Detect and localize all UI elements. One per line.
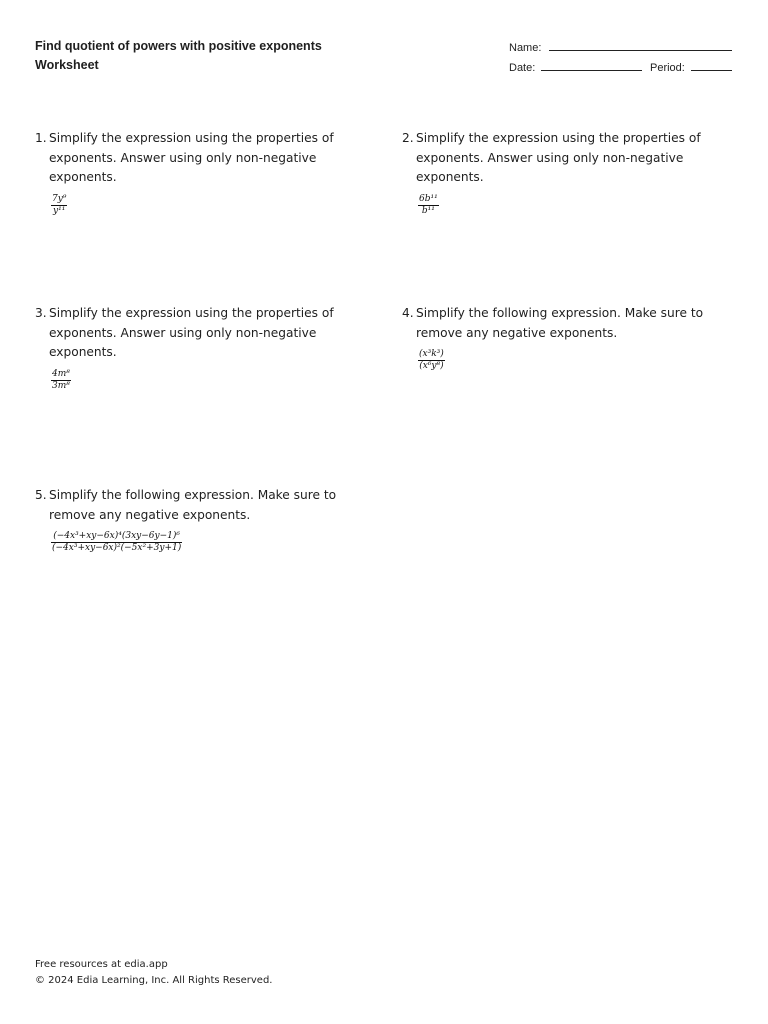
expression-numerator: 7y⁹: [52, 193, 67, 204]
footer-link[interactable]: Free resources at edia.app: [35, 959, 168, 970]
title-line-1: Find quotient of powers with positive exponents: [35, 39, 322, 53]
period-field[interactable]: [691, 70, 732, 71]
problem-text: Simplify the following expression. Make sure to remove any negative exponents.: [49, 488, 337, 522]
period-label: Period:: [650, 62, 685, 74]
problem-1: [35, 129, 365, 217]
problem-expression: [418, 194, 439, 217]
problem-number: 1.: [35, 131, 47, 145]
expression-denominator: (x⁶y⁸): [419, 361, 444, 371]
expression-denominator: y¹¹: [53, 205, 66, 216]
expression-denominator: 3m⁸: [52, 380, 70, 391]
expression-denominator: (−4x³+xy−6x)²(−5x²+3y+1): [52, 543, 182, 553]
problem-3: [35, 304, 365, 392]
expression-numerator: 4m⁸: [52, 368, 70, 379]
problem-text: Simplify the following expression. Make sure to remove any negative exponents.: [416, 306, 704, 340]
worksheet-title: [35, 37, 395, 75]
problem-expression: [51, 531, 182, 554]
name-field[interactable]: [549, 50, 732, 51]
title-line-2: Worksheet: [35, 58, 99, 72]
footer-copyright: © 2024 Edia Learning, Inc. All Rights Reserved.: [35, 974, 273, 986]
problem-text: Simplify the expression using the properties of exponents. Answer using only non-negative exponents.: [49, 306, 334, 359]
problem-expression: [418, 349, 445, 372]
problem-text: Simplify the expression using the properties of exponents. Answer using only non-negative exponents.: [416, 131, 701, 184]
name-label: Name:: [509, 42, 542, 54]
problem-4: [402, 304, 732, 372]
problem-number: 4.: [402, 306, 414, 320]
problem-text: Simplify the expression using the properties of exponents. Answer using only non-negative exponents.: [49, 131, 334, 184]
expression-numerator: (−4x³+xy−6x)⁴(3xy−6y−1)⁶: [53, 531, 180, 541]
problem-expression: [51, 369, 71, 392]
problem-number: 3.: [35, 306, 47, 320]
problem-2: [402, 129, 732, 217]
problem-number: 5.: [35, 488, 47, 502]
date-label: Date:: [509, 62, 536, 74]
expression-numerator: (x³k³): [419, 349, 444, 359]
expression-numerator: 6b¹¹: [419, 193, 438, 204]
date-field[interactable]: [541, 70, 642, 71]
problem-5: [35, 486, 365, 554]
problem-number: 2.: [402, 131, 414, 145]
page-footer: [35, 957, 273, 988]
expression-denominator: b¹¹: [421, 205, 435, 216]
problem-expression: [51, 194, 67, 217]
